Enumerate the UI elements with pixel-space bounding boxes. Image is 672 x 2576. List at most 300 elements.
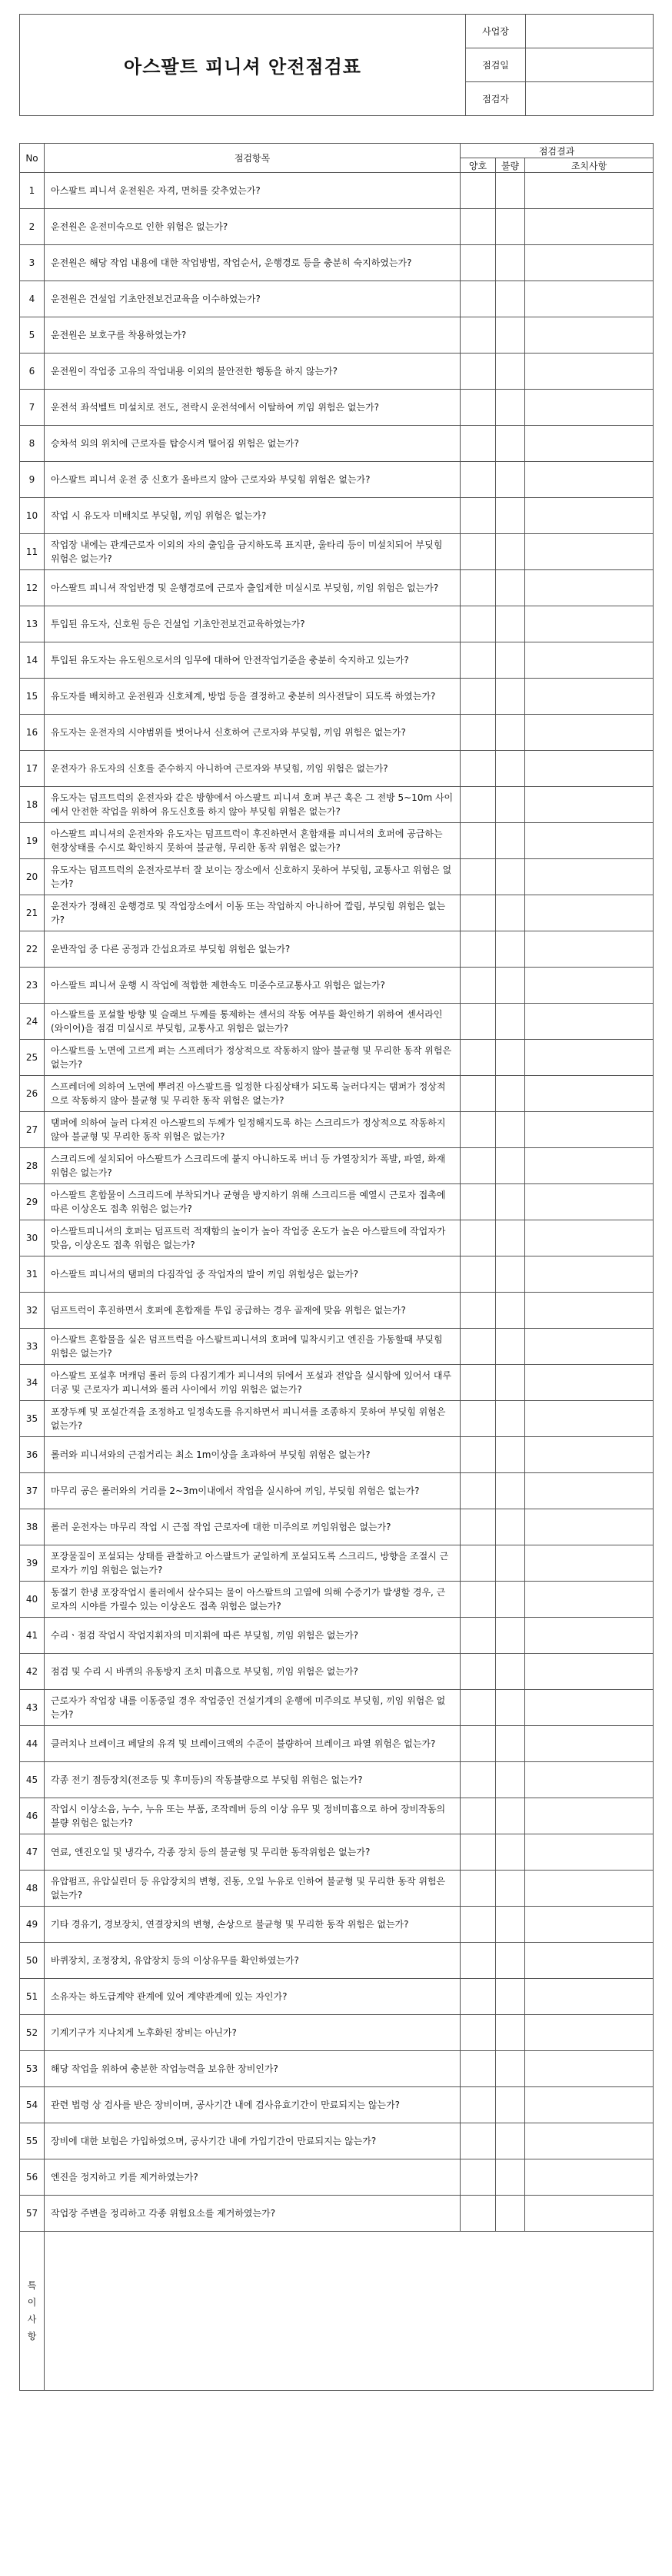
special-label-char: 특	[27, 2280, 37, 2291]
row-action-cell[interactable]	[525, 1184, 654, 1220]
row-bad-cell[interactable]	[496, 2123, 525, 2159]
row-bad-cell[interactable]	[496, 1907, 525, 1943]
checklist-row	[20, 354, 654, 390]
row-bad-cell[interactable]	[496, 751, 525, 787]
row-action-cell[interactable]	[525, 679, 654, 715]
row-good-cell[interactable]	[461, 715, 496, 751]
row-good-cell[interactable]	[461, 1437, 496, 1473]
row-bad-cell[interactable]	[496, 1329, 525, 1365]
checklist-row	[20, 281, 654, 317]
row-item: 운전원은 해당 작업 내용에 대한 작업방법, 작업순서, 운행경로 등을 충분히 숙지하였는가?	[45, 245, 461, 281]
row-good-cell[interactable]	[461, 1871, 496, 1907]
checklist-row	[20, 895, 654, 931]
checklist-row	[20, 679, 654, 715]
checklist-row	[20, 1726, 654, 1762]
row-good-cell[interactable]	[461, 1365, 496, 1401]
row-item: 아스팔트피니셔의 호퍼는 덤프트럭 적재함의 높이가 높아 작업중 온도가 높은 아스팔트에 작업자가 맞음, 이상온도 접촉 위험은 없는가?	[45, 1220, 461, 1256]
checklist-row	[20, 426, 654, 462]
row-action-cell[interactable]	[525, 1871, 654, 1907]
row-item: 아스팔트 피니셔의 운전자와 유도자는 덤프트럭이 후진하면서 혼합재를 피니셔의 호퍼에 공급하는 현장상태를 수시로 확인하지 못하여 불균형, 무리한 동작 위험은 없는가?	[45, 823, 461, 859]
checklist-row	[20, 2123, 654, 2159]
row-number: 55	[20, 2123, 45, 2159]
row-action-cell[interactable]	[525, 1726, 654, 1762]
row-good-cell[interactable]	[461, 426, 496, 462]
row-good-cell[interactable]	[461, 968, 496, 1004]
row-number: 9	[20, 462, 45, 498]
checklist-row	[20, 1582, 654, 1618]
row-bad-cell[interactable]	[496, 426, 525, 462]
row-number: 22	[20, 931, 45, 968]
row-action-cell[interactable]	[525, 354, 654, 390]
page-title: 아스팔트 피니셔 안전점검표	[20, 15, 466, 116]
row-number: 56	[20, 2159, 45, 2196]
row-good-cell[interactable]	[461, 1834, 496, 1871]
row-bad-cell[interactable]	[496, 2015, 525, 2051]
row-action-cell[interactable]	[525, 390, 654, 426]
row-bad-cell[interactable]	[496, 895, 525, 931]
row-number: 7	[20, 390, 45, 426]
row-good-cell[interactable]	[461, 606, 496, 642]
row-bad-cell[interactable]	[496, 1690, 525, 1726]
checklist-row	[20, 968, 654, 1004]
checklist-row	[20, 462, 654, 498]
row-item: 아스팔트 혼합물이 스크리드에 부착되거나 균형을 방지하기 위해 스크리드를 예열시 근로자 접촉에 따른 이상온도 접촉 위험은 없는가?	[45, 1184, 461, 1220]
row-action-cell[interactable]	[525, 1834, 654, 1871]
row-item: 운전원은 보호구를 착용하였는가?	[45, 317, 461, 354]
row-number: 37	[20, 1473, 45, 1509]
row-item: 투입된 유도자는 유도원으로서의 임무에 대하여 안전작업기준을 충분히 숙지하고 있는가?	[45, 642, 461, 679]
row-bad-cell[interactable]	[496, 2051, 525, 2087]
row-action-cell[interactable]	[525, 281, 654, 317]
row-action-cell[interactable]	[525, 1004, 654, 1040]
row-item: 각종 전기 점등장치(전조등 및 후미등)의 작동불량으로 부딪힘 위험은 없는가?	[45, 1762, 461, 1798]
row-good-cell[interactable]	[461, 354, 496, 390]
row-action-cell[interactable]	[525, 859, 654, 895]
row-action-cell[interactable]	[525, 426, 654, 462]
row-item: 바퀴장치, 조정장치, 유압장치 등의 이상유무를 확인하였는가?	[45, 1943, 461, 1979]
row-number: 54	[20, 2087, 45, 2123]
row-item: 덤프트럭이 후진하면서 호퍼에 혼합재를 투입 공급하는 경우 골재에 맞음 위험은 없는가?	[45, 1293, 461, 1329]
row-item: 운전원은 운전미숙으로 인한 위험은 없는가?	[45, 209, 461, 245]
row-good-cell[interactable]	[461, 1798, 496, 1834]
special-label-char: 이	[27, 2297, 37, 2308]
row-number: 31	[20, 1256, 45, 1293]
row-good-cell[interactable]	[461, 390, 496, 426]
row-item: 아스팔트 피니셔의 탬퍼의 다짐작업 중 작업자의 발이 끼임 위험성은 없는가?	[45, 1256, 461, 1293]
row-action-cell[interactable]	[525, 1329, 654, 1365]
checklist-row	[20, 209, 654, 245]
row-good-cell[interactable]	[461, 1040, 496, 1076]
date-value[interactable]	[526, 48, 654, 82]
row-good-cell[interactable]	[461, 1112, 496, 1148]
row-item: 승차석 외의 위치에 근로자를 탑승시켜 떨어짐 위험은 없는가?	[45, 426, 461, 462]
row-good-cell[interactable]	[461, 642, 496, 679]
row-good-cell[interactable]	[461, 1943, 496, 1979]
col-no-header: No	[20, 144, 45, 173]
checklist-row	[20, 751, 654, 787]
row-good-cell[interactable]	[461, 2087, 496, 2123]
row-good-cell[interactable]	[461, 1762, 496, 1798]
row-bad-cell[interactable]	[496, 1943, 525, 1979]
row-action-cell[interactable]	[525, 642, 654, 679]
row-action-cell[interactable]	[525, 1509, 654, 1545]
row-number: 53	[20, 2051, 45, 2087]
row-good-cell[interactable]	[461, 462, 496, 498]
row-bad-cell[interactable]	[496, 570, 525, 606]
special-label-char: 사	[27, 2314, 37, 2325]
row-action-cell[interactable]	[525, 1256, 654, 1293]
row-action-cell[interactable]	[525, 1654, 654, 1690]
row-action-cell[interactable]	[525, 968, 654, 1004]
checklist-row	[20, 1618, 654, 1654]
row-number: 8	[20, 426, 45, 462]
row-number: 1	[20, 173, 45, 209]
row-bad-cell[interactable]	[496, 606, 525, 642]
row-bad-cell[interactable]	[496, 462, 525, 498]
checklist-row	[20, 1509, 654, 1545]
row-item: 스크리드에 설치되어 아스팔트가 스크리드에 붙지 아니하도록 버너 등 가열장치가 폭발, 파열, 화재 위험은 없는가?	[45, 1148, 461, 1184]
col-action-header: 조치사항	[525, 158, 654, 173]
row-item: 기타 경유기, 경보장치, 연결장치의 변형, 손상으로 불균형 및 무리한 동작 위험은 없는가?	[45, 1907, 461, 1943]
row-bad-cell[interactable]	[496, 1365, 525, 1401]
checklist-row	[20, 1004, 654, 1040]
row-action-cell[interactable]	[525, 1473, 654, 1509]
checklist-row	[20, 1979, 654, 2015]
row-item: 운반작업 중 다른 공정과 간섭요과로 부딪힘 위험은 없는가?	[45, 931, 461, 968]
row-action-cell[interactable]	[525, 317, 654, 354]
row-bad-cell[interactable]	[496, 1618, 525, 1654]
row-bad-cell[interactable]	[496, 642, 525, 679]
row-number: 40	[20, 1582, 45, 1618]
row-number: 48	[20, 1871, 45, 1907]
row-item: 클러치나 브레이크 페달의 유격 및 브레이크액의 수준이 불량하여 브레이크 파열 위험은 없는가?	[45, 1726, 461, 1762]
row-good-cell[interactable]	[461, 173, 496, 209]
row-action-cell[interactable]	[525, 1907, 654, 1943]
row-bad-cell[interactable]	[496, 1762, 525, 1798]
row-good-cell[interactable]	[461, 1329, 496, 1365]
row-item: 아스팔트 피니셔 운전원은 자격, 면허를 갖추었는가?	[45, 173, 461, 209]
row-item: 운전원이 작업중 고유의 작업내용 이외의 불안전한 행동을 하지 않는가?	[45, 354, 461, 390]
row-action-cell[interactable]	[525, 462, 654, 498]
row-good-cell[interactable]	[461, 787, 496, 823]
row-item: 근로자가 작업장 내를 이동중일 경우 작업중인 건설기계의 운행에 미주의로 부딪힘, 끼임 위험은 없는가?	[45, 1690, 461, 1726]
row-number: 15	[20, 679, 45, 715]
row-number: 25	[20, 1040, 45, 1076]
row-bad-cell[interactable]	[496, 1293, 525, 1329]
row-action-cell[interactable]	[525, 1148, 654, 1184]
checklist-row	[20, 1762, 654, 1798]
row-action-cell[interactable]	[525, 1762, 654, 1798]
row-bad-cell[interactable]	[496, 1726, 525, 1762]
row-bad-cell[interactable]	[496, 1798, 525, 1834]
row-action-cell[interactable]	[525, 823, 654, 859]
row-action-cell[interactable]	[525, 1112, 654, 1148]
row-bad-cell[interactable]	[496, 317, 525, 354]
row-bad-cell[interactable]	[496, 1545, 525, 1582]
row-action-cell[interactable]	[525, 498, 654, 534]
row-bad-cell[interactable]	[496, 1473, 525, 1509]
row-bad-cell[interactable]	[496, 1509, 525, 1545]
row-action-cell[interactable]	[525, 751, 654, 787]
row-good-cell[interactable]	[461, 2196, 496, 2232]
row-action-cell[interactable]	[525, 2015, 654, 2051]
checklist-row	[20, 1690, 654, 1726]
row-bad-cell[interactable]	[496, 498, 525, 534]
row-bad-cell[interactable]	[496, 2087, 525, 2123]
row-good-cell[interactable]	[461, 1690, 496, 1726]
row-action-cell[interactable]	[525, 2196, 654, 2232]
row-item: 포장물질이 포설되는 상태를 관찰하고 아스팔트가 균일하게 포설되도록 스크리드, 방향을 조절시 근로자가 끼임 위험은 없는가?	[45, 1545, 461, 1582]
row-action-cell[interactable]	[525, 895, 654, 931]
row-good-cell[interactable]	[461, 1509, 496, 1545]
checklist-row	[20, 2159, 654, 2196]
row-action-cell[interactable]	[525, 787, 654, 823]
row-number: 28	[20, 1148, 45, 1184]
row-bad-cell[interactable]	[496, 931, 525, 968]
row-item: 엔진을 정지하고 키를 제거하였는가?	[45, 2159, 461, 2196]
row-action-cell[interactable]	[525, 570, 654, 606]
row-bad-cell[interactable]	[496, 1834, 525, 1871]
row-number: 49	[20, 1907, 45, 1943]
row-action-cell[interactable]	[525, 173, 654, 209]
row-number: 12	[20, 570, 45, 606]
checklist-table	[19, 143, 654, 2391]
row-good-cell[interactable]	[461, 1004, 496, 1040]
row-good-cell[interactable]	[461, 1473, 496, 1509]
row-good-cell[interactable]	[461, 823, 496, 859]
row-number: 38	[20, 1509, 45, 1545]
row-good-cell[interactable]	[461, 2051, 496, 2087]
checklist-row	[20, 1401, 654, 1437]
row-action-cell[interactable]	[525, 606, 654, 642]
checklist-row	[20, 1871, 654, 1907]
row-item: 기계기구가 지나치게 노후화된 장비는 아닌가?	[45, 2015, 461, 2051]
row-item: 작업장 주변을 정리하고 각종 위험요소를 제거하였는가?	[45, 2196, 461, 2232]
row-item: 운전석 좌석벨트 미설치로 전도, 전락시 운전석에서 이탈하여 끼임 위험은 없는가?	[45, 390, 461, 426]
row-number: 26	[20, 1076, 45, 1112]
row-good-cell[interactable]	[461, 317, 496, 354]
checklist-row	[20, 1220, 654, 1256]
row-number: 52	[20, 2015, 45, 2051]
row-good-cell[interactable]	[461, 245, 496, 281]
row-item: 해당 작업을 위하여 충분한 작업능력을 보유한 장비인가?	[45, 2051, 461, 2087]
row-item: 운전자가 정해진 운행경로 및 작업장소에서 이동 또는 작업하지 아니하여 깔림, 부딪힘 위험은 없는가?	[45, 895, 461, 931]
row-bad-cell[interactable]	[496, 1437, 525, 1473]
row-item: 장비에 대한 보험은 가입하였으며, 공사기간 내에 가입기간이 만료되지는 않는가?	[45, 2123, 461, 2159]
row-good-cell[interactable]	[461, 1907, 496, 1943]
row-action-cell[interactable]	[525, 1545, 654, 1582]
row-number: 24	[20, 1004, 45, 1040]
row-number: 30	[20, 1220, 45, 1256]
row-good-cell[interactable]	[461, 1148, 496, 1184]
row-number: 32	[20, 1293, 45, 1329]
row-action-cell[interactable]	[525, 715, 654, 751]
row-good-cell[interactable]	[461, 1618, 496, 1654]
row-number: 36	[20, 1437, 45, 1473]
inspector-value[interactable]	[526, 82, 654, 116]
row-action-cell[interactable]	[525, 1040, 654, 1076]
site-value[interactable]	[526, 15, 654, 48]
checklist-row	[20, 1437, 654, 1473]
row-bad-cell[interactable]	[496, 1401, 525, 1437]
row-number: 20	[20, 859, 45, 895]
row-good-cell[interactable]	[461, 859, 496, 895]
checklist-row	[20, 606, 654, 642]
row-bad-cell[interactable]	[496, 354, 525, 390]
row-good-cell[interactable]	[461, 751, 496, 787]
row-bad-cell[interactable]	[496, 1979, 525, 2015]
row-good-cell[interactable]	[461, 1076, 496, 1112]
row-bad-cell[interactable]	[496, 2159, 525, 2196]
row-good-cell[interactable]	[461, 209, 496, 245]
row-good-cell[interactable]	[461, 1726, 496, 1762]
checklist-row	[20, 823, 654, 859]
row-bad-cell[interactable]	[496, 209, 525, 245]
row-number: 44	[20, 1726, 45, 1762]
row-bad-cell[interactable]	[496, 787, 525, 823]
checklist-row	[20, 534, 654, 570]
row-good-cell[interactable]	[461, 498, 496, 534]
checklist-row	[20, 173, 654, 209]
row-good-cell[interactable]	[461, 1979, 496, 2015]
row-number: 33	[20, 1329, 45, 1365]
row-action-cell[interactable]	[525, 1293, 654, 1329]
row-number: 17	[20, 751, 45, 787]
row-item: 스프레더에 의하여 노면에 뿌려진 아스팔트를 일정한 다짐상태가 되도록 눌러다지는 탬퍼가 정상적으로 작동하지 않아 불균형 및 무리한 동작 위험은 없는가?	[45, 1076, 461, 1112]
row-bad-cell[interactable]	[496, 1654, 525, 1690]
row-action-cell[interactable]	[525, 534, 654, 570]
row-bad-cell[interactable]	[496, 1004, 525, 1040]
row-bad-cell[interactable]	[496, 1076, 525, 1112]
row-bad-cell[interactable]	[496, 968, 525, 1004]
row-bad-cell[interactable]	[496, 1112, 525, 1148]
row-bad-cell[interactable]	[496, 390, 525, 426]
row-number: 34	[20, 1365, 45, 1401]
row-good-cell[interactable]	[461, 1293, 496, 1329]
row-item: 유도자를 배치하고 운전원과 신호체계, 방법 등을 결정하고 충분히 의사전달이 되도록 하였는가?	[45, 679, 461, 715]
row-action-cell[interactable]	[525, 1401, 654, 1437]
row-item: 아스팔트 포설후 머캐덤 롤러 등의 다짐기계가 피니셔의 뒤에서 포설과 전압을 실시함에 있어서 대루더공 및 근로자가 피니셔와 롤러 사이에서 끼임 위험은 없는가?	[45, 1365, 461, 1401]
row-good-cell[interactable]	[461, 679, 496, 715]
row-item: 마무리 공은 롤러와의 거리를 2~3m이내에서 작업을 실시하여 끼임, 부딪힘 위험은 없는가?	[45, 1473, 461, 1509]
row-action-cell[interactable]	[525, 2087, 654, 2123]
col-good-header: 양호	[461, 158, 496, 173]
row-good-cell[interactable]	[461, 281, 496, 317]
checklist-row	[20, 1907, 654, 1943]
row-item: 연료, 엔진오일 및 냉각수, 각종 장치 등의 불균형 및 무리한 동작위험은 없는가?	[45, 1834, 461, 1871]
row-action-cell[interactable]	[525, 1076, 654, 1112]
row-action-cell[interactable]	[525, 1979, 654, 2015]
row-number: 10	[20, 498, 45, 534]
row-good-cell[interactable]	[461, 1401, 496, 1437]
row-action-cell[interactable]	[525, 1437, 654, 1473]
row-bad-cell[interactable]	[496, 715, 525, 751]
row-bad-cell[interactable]	[496, 2196, 525, 2232]
row-action-cell[interactable]	[525, 1798, 654, 1834]
row-good-cell[interactable]	[461, 1582, 496, 1618]
row-bad-cell[interactable]	[496, 281, 525, 317]
checklist-row	[20, 931, 654, 968]
col-bad-header: 불량	[496, 158, 525, 173]
checklist-row	[20, 1040, 654, 1076]
row-good-cell[interactable]	[461, 1654, 496, 1690]
row-good-cell[interactable]	[461, 2123, 496, 2159]
row-bad-cell[interactable]	[496, 679, 525, 715]
row-action-cell[interactable]	[525, 1943, 654, 1979]
row-bad-cell[interactable]	[496, 173, 525, 209]
row-item: 작업장 내에는 관계근로자 이외의 자의 출입을 금지하도록 표지판, 울타리 등이 미설치되어 부딪힘 위험은 없는가?	[45, 534, 461, 570]
row-bad-cell[interactable]	[496, 534, 525, 570]
checklist-row	[20, 1943, 654, 1979]
row-item: 탬퍼에 의하여 눌러 다져진 아스팔트의 두께가 일정해지도록 하는 스크리드가 정상적으로 작동하지 않아 불균형 및 무리한 동작 위험은 없는가?	[45, 1112, 461, 1148]
row-action-cell[interactable]	[525, 2051, 654, 2087]
row-number: 41	[20, 1618, 45, 1654]
row-good-cell[interactable]	[461, 570, 496, 606]
row-number: 43	[20, 1690, 45, 1726]
row-action-cell[interactable]	[525, 209, 654, 245]
row-bad-cell[interactable]	[496, 1184, 525, 1220]
row-action-cell[interactable]	[525, 245, 654, 281]
row-item: 유도자는 덤프트럭의 운전자로부터 잘 보이는 장소에서 신호하지 못하여 부딪힘, 교통사고 위험은 없는가?	[45, 859, 461, 895]
row-action-cell[interactable]	[525, 1690, 654, 1726]
row-bad-cell[interactable]	[496, 823, 525, 859]
row-action-cell[interactable]	[525, 1618, 654, 1654]
row-number: 50	[20, 1943, 45, 1979]
row-good-cell[interactable]	[461, 534, 496, 570]
row-number: 3	[20, 245, 45, 281]
checklist-row	[20, 642, 654, 679]
row-action-cell[interactable]	[525, 1365, 654, 1401]
row-good-cell[interactable]	[461, 1184, 496, 1220]
row-bad-cell[interactable]	[496, 1582, 525, 1618]
row-number: 6	[20, 354, 45, 390]
row-item: 아스팔트 피니셔 운전 중 신호가 올바르지 않아 근로자와 부딪힘 위험은 없는가?	[45, 462, 461, 498]
row-good-cell[interactable]	[461, 2159, 496, 2196]
checklist-row	[20, 2196, 654, 2232]
row-bad-cell[interactable]	[496, 1148, 525, 1184]
row-good-cell[interactable]	[461, 931, 496, 968]
row-action-cell[interactable]	[525, 2123, 654, 2159]
row-bad-cell[interactable]	[496, 1871, 525, 1907]
row-number: 57	[20, 2196, 45, 2232]
row-action-cell[interactable]	[525, 2159, 654, 2196]
row-number: 46	[20, 1798, 45, 1834]
checklist-row	[20, 2015, 654, 2051]
row-good-cell[interactable]	[461, 1220, 496, 1256]
row-item: 수리ㆍ점검 작업시 작업지휘자의 미지휘에 따른 부딪힘, 끼임 위험은 없는가?	[45, 1618, 461, 1654]
row-number: 4	[20, 281, 45, 317]
row-bad-cell[interactable]	[496, 1256, 525, 1293]
header-table	[19, 14, 654, 116]
row-good-cell[interactable]	[461, 1545, 496, 1582]
row-action-cell[interactable]	[525, 1582, 654, 1618]
row-action-cell[interactable]	[525, 931, 654, 968]
row-bad-cell[interactable]	[496, 859, 525, 895]
special-notes-field[interactable]	[45, 2232, 654, 2391]
row-action-cell[interactable]	[525, 1220, 654, 1256]
row-bad-cell[interactable]	[496, 1220, 525, 1256]
row-bad-cell[interactable]	[496, 1040, 525, 1076]
row-good-cell[interactable]	[461, 895, 496, 931]
row-bad-cell[interactable]	[496, 245, 525, 281]
row-item: 아스팔트 피니셔 작업반경 및 운행경로에 근로자 출입제한 미실시로 부딪힘, 끼임 위험은 없는가?	[45, 570, 461, 606]
checklist-row	[20, 715, 654, 751]
row-good-cell[interactable]	[461, 1256, 496, 1293]
row-number: 14	[20, 642, 45, 679]
row-good-cell[interactable]	[461, 2015, 496, 2051]
checklist-row	[20, 1112, 654, 1148]
row-item: 롤러와 피니셔와의 근접거리는 최소 1m이상을 초과하여 부딪힘 위험은 없는가?	[45, 1437, 461, 1473]
